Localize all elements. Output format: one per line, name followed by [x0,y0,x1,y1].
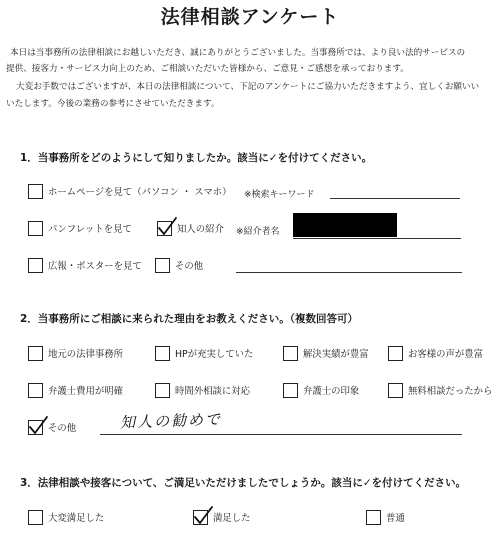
checkbox[interactable] [28,346,43,361]
checkbox[interactable] [155,383,170,398]
checkbox[interactable] [28,383,43,398]
checkbox[interactable] [28,221,43,236]
option-label: 普通 [386,513,405,524]
option-label: 弁護士の印象 [303,386,360,397]
checkbox-checked[interactable] [193,510,208,525]
q2-option-testimonials[interactable] [388,343,483,363]
check-mark-icon [27,415,49,437]
checkbox[interactable] [388,383,403,398]
referrer-name-line[interactable] [293,238,461,239]
referrer-name-note: ※紹介者名 [236,227,280,237]
q2-option-free-consultation[interactable] [388,380,492,400]
q2-option-other[interactable] [28,417,76,437]
option-label: 広報・ポスターを見て [48,261,142,272]
checkbox[interactable] [283,346,298,361]
q1-option-poster[interactable] [28,255,142,275]
checkbox-checked[interactable] [28,420,43,435]
q1-option-pamphlet[interactable] [28,218,132,238]
option-label: 時間外相談に対応 [175,386,251,397]
q1-option-referral[interactable] [157,218,224,238]
checkbox[interactable] [366,510,381,525]
q2-option-track-record[interactable] [283,343,369,363]
checkbox[interactable] [28,184,43,199]
checkbox[interactable] [283,383,298,398]
option-label: 弁護士費用が明確 [48,386,124,397]
option-label: パンフレットを見て [48,224,132,235]
q2-option-clear-fees[interactable] [28,380,123,400]
option-label: その他 [48,423,77,434]
option-label: 無料相談だったから [408,386,493,397]
option-label: ホームページを見て（パソコン ・ スマホ） [48,187,232,198]
checkbox[interactable] [155,258,170,273]
option-label: 満足した [213,513,251,524]
q1-other-line[interactable] [236,272,462,273]
question-3-heading: 3．法律相談や接客について、ご満足いただけましたでしょうか。該当に✓を付けてください。 [20,477,467,489]
survey-title: 法律相談アンケート [160,6,340,28]
checkbox[interactable] [155,346,170,361]
q3-option-very-satisfied[interactable] [28,507,104,527]
handwritten-other-answer: 知人の勧めで [119,410,223,432]
check-mark-icon [192,505,214,527]
option-label: 解決実績が豊富 [303,349,369,360]
checkbox[interactable] [388,346,403,361]
search-keyword-note: ※検索キーワード [244,190,315,200]
search-keyword-line[interactable] [330,198,460,199]
option-label: 大変満足した [48,513,105,524]
q3-option-average[interactable] [366,507,405,527]
check-mark-icon [156,216,178,238]
checkbox-checked[interactable] [157,221,172,236]
checkbox[interactable] [28,510,43,525]
q2-other-line[interactable] [100,434,462,435]
intro-line-1: 本日は当事務所の法律相談にお越しいただき、誠にありがとうございました。当事務所では、より良い法的サービスの [10,48,466,58]
option-label: お客様の声が豊富 [408,349,484,360]
intro-line-4: いたします。今後の業務の参考にさせていただきます。 [6,99,220,109]
intro-line-2: 提供、接客力・サービス力向上のため、ご相談いただいた皆様から、ご意見・ご感想を承っております。 [6,64,409,74]
q2-option-lawyer-impression[interactable] [283,380,359,400]
q1-option-homepage[interactable] [28,181,232,201]
intro-line-3: 大変お手数ではございますが、本日の法律相談について、下記のアンケートにご協力いただきますよう、宜しくお願いい [16,82,480,92]
redacted-referrer-name [293,213,397,237]
option-label: HPが充実していた [175,349,254,360]
question-1-heading: 1．当事務所をどのようにして知りましたか。該当に✓を付けてください。 [20,152,373,164]
q3-option-satisfied[interactable] [193,507,251,527]
checkbox[interactable] [28,258,43,273]
question-2-heading: 2．当事務所にご相談に来られた理由をお教えください。（複数回答可） [20,313,359,325]
q1-option-other[interactable] [155,255,203,275]
q2-option-local-firm[interactable] [28,343,123,363]
option-label: その他 [175,261,204,272]
q2-option-website[interactable] [155,343,253,363]
q2-option-after-hours[interactable] [155,380,250,400]
option-label: 地元の法律事務所 [48,349,124,360]
option-label: 知人の紹介 [177,224,224,235]
